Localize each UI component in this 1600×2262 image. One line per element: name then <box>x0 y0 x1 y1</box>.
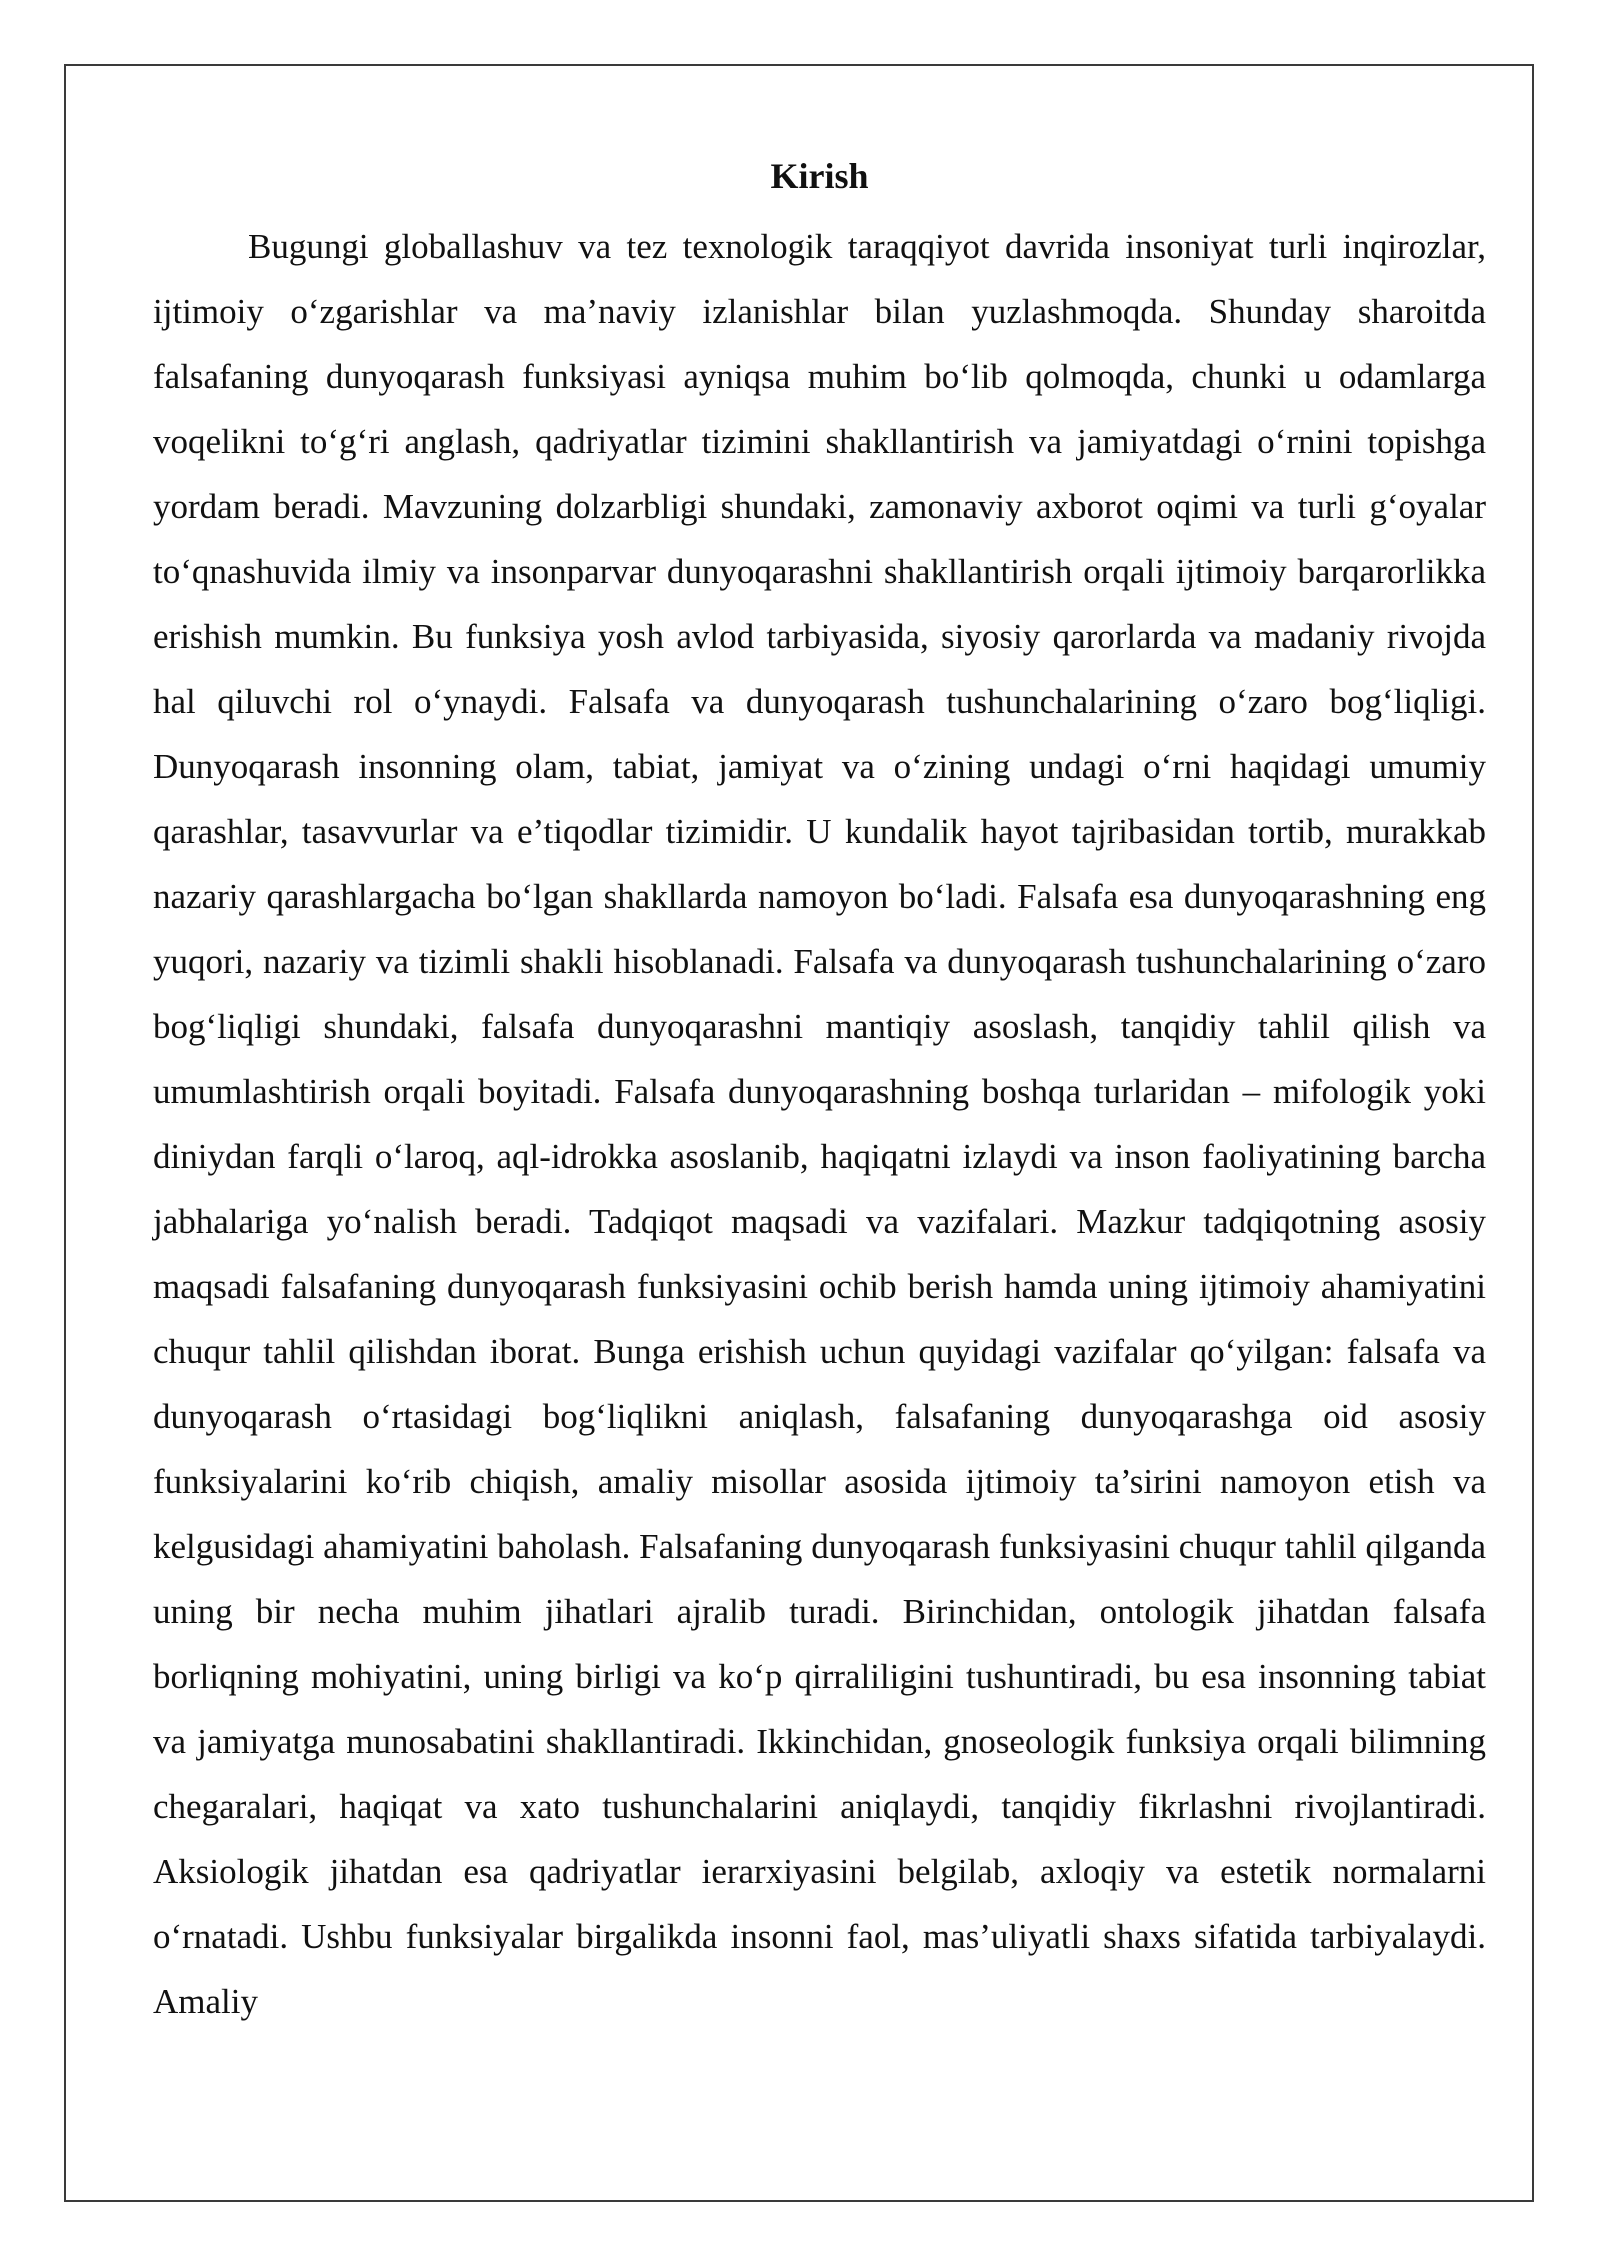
body-paragraph: Bugungi globallashuv va tez texnologik taraqqiyot davrida insoniyat turli inqirozlar, ijtimoiy o‘zgarishlar va ma’naviy izlanishlar bilan yuzlashmoqda. Shunday sharoitda falsafaning dunyoqarash funksiyasi ayniqsa muhim bo‘lib qolmoqda, chunki u odamlarga voqelikni to‘g‘ri anglash, qadriyatlar tizimini shakllantirish va jamiyatdagi o‘rnini topishga yordam beradi. Mavzuning dolzarbligi shundaki, zamonaviy axborot oqimi va turli g‘oyalar to‘qnashuvida ilmiy va insonparvar dunyoqarashni shakllantirish orqali ijtimoiy barqarorlikka erishish mumkin. Bu funksiya yosh avlod tarbiyasida, siyosiy qarorlarda va madaniy rivojda hal qiluvchi rol o‘ynaydi. Falsafa va dunyoqarash tushunchalarining o‘zaro bog‘liqligi. Dunyoqarash insonning olam, tabiat, jamiyat va o‘zining undagi o‘rni haqidagi umumiy qarashlar, tasavvurlar va e’tiqodlar tizimidir. U kundalik hayot tajribasidan tortib, murakkab nazariy qarashlargacha bo‘lgan shakllarda namoyon bo‘ladi. Falsafa esa dunyoqarashning eng yuqori, nazariy va tizimli shakli hisoblanadi. Falsafa va dunyoqarash tushunchalarining o‘zaro bog‘liqligi shundaki, falsafa dunyoqarashni mantiqiy asoslash, tanqidiy tahlil qilish va umumlashtirish orqali boyitadi. Falsafa dunyoqarashning boshqa turlaridan – mifologik yoki diniydan farqli o‘laroq, aql-idrokka asoslanib, haqiqatni izlaydi va inson faoliyatining barcha jabhalariga yo‘nalish beradi. Tadqiqot maqsadi va vazifalari. Mazkur tadqiqotning asosiy maqsadi falsafaning dunyoqarash funksiyasini ochib berish hamda uning ijtimoiy ahamiyatini chuqur tahlil qilishdan iborat. Bunga erishish uchun quyidagi vazifalar qo‘yilgan: falsafa va dunyoqarash o‘rtasidagi bog‘liqlikni aniqlash, falsafaning dunyoqarashga oid asosiy funksiyalarini ko‘rib chiqish, amaliy misollar asosida ijtimoiy ta’sirini namoyon etish va kelgusidagi ahamiyatini baholash. Falsafaning dunyoqarash funksiyasini chuqur tahlil qilganda uning bir necha muhim jihatlari ajralib turadi. Birinchidan, ontologik jihatdan falsafa borliqning mohiyatini, uning birligi va ko‘p qirraliligini tushuntiradi, bu esa insonning tabiat va jamiyatga munosabatini shakllantiradi. Ikkinchidan, gnoseologik funksiya orqali bilimning chegaralari, haqiqat va xato tushunchalarini aniqlaydi, tanqidiy fikrlashni rivojlantiradi. Aksiologik jihatdan esa qadriyatlar ierarxiyasini belgilab, axloqiy va estetik normalarni o‘rnatadi. Ushbu funksiyalar birgalikda insonni faol, mas’uliyatli shaxs sifatida tarbiyalaydi. Amaliy <box>153 227 1486 2021</box>
document-title: Kirish <box>770 156 869 196</box>
document-body <box>153 150 1486 2034</box>
